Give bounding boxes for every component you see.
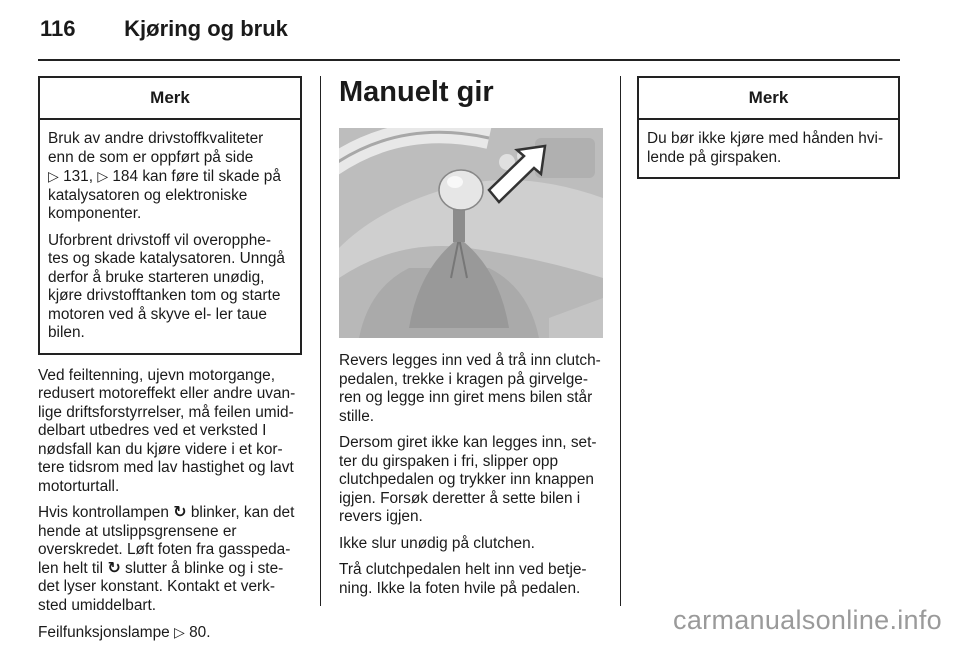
- note-text: Bruk av andre drivstoffkvaliteter enn de som er oppført på side: [48, 130, 264, 166]
- body-paragraph: [38, 623, 302, 643]
- page-header: [40, 16, 288, 48]
- engine-lamp-icon: ↻: [107, 559, 121, 577]
- header-rule: [38, 59, 900, 61]
- note-box-right: [637, 76, 900, 179]
- page-reference-link[interactable]: 80.: [189, 624, 211, 641]
- text-run: blinker, kan det hende at utslippsgrensene er overskredet. Løft foten fra gasspeda- len helt til: [38, 504, 295, 577]
- body-paragraph: Trå clutchpedalen helt inn ved betje- ning. Ikke la foten hvile på pedalen.: [339, 561, 587, 597]
- body-paragraph: [38, 504, 302, 615]
- text-run: Feilfunksjonslampe: [38, 624, 170, 641]
- reference-arrow-icon: ▷: [97, 168, 109, 184]
- page-reference-link[interactable]: 184 kan føre til skade på katalysatoren og elektroniske komponenter.: [48, 168, 281, 222]
- gear-shift-illustration: [339, 128, 603, 338]
- body-paragraph: Dersom giret ikke kan legges inn, set- ter du girspaken i fri, slipper opp clutchpedalen og trykker inn knappen igjen. Forsøk deretter å sette bilen i revers igjen.: [339, 434, 597, 525]
- engine-lamp-icon: ↻: [173, 504, 187, 521]
- column-divider: [320, 76, 321, 606]
- body-paragraph: Ved feiltenning, ujevn motorgange, redusert motoreffekt eller andre uvan- lige driftsforstyrrelser, må feilen umid- delbart utbedres ved et verksted I nødsfall kan du kjøre videre i et kor- tere tidsrom med lav hastighet og lavt motorturtall.: [38, 366, 296, 495]
- page-number: 116: [40, 16, 76, 41]
- watermark-text: carmanualsonline.info: [673, 605, 942, 635]
- note-paragraph: Uforbrent drivstoff vil overopphe- tes og skade katalysatoren. Unngå derfor å bruke starteren unødig, kjøre drivstofftanken tom og starte motoren ved å skyve el- ler taue bilen.: [48, 231, 285, 341]
- left-column: [38, 76, 302, 651]
- text-run: Hvis kontrollampen: [38, 504, 169, 521]
- column-divider: [620, 76, 621, 606]
- text-run: slutter å blinke og i ste- det lyser konstant. Kontakt et verk- sted umiddelbart.: [38, 559, 284, 614]
- body-paragraph: Ikke slur unødig på clutchen.: [339, 534, 535, 552]
- body-paragraph: Revers legges inn ved å trå inn clutch- pedalen, trekke i kragen på girvelge- ren og legge inn giret mens bilen står stille.: [339, 352, 601, 425]
- note-paragraph: [48, 130, 292, 224]
- right-column: [637, 76, 900, 179]
- middle-column: [339, 76, 603, 606]
- reference-arrow-icon: ▷: [174, 624, 185, 640]
- note-box-left: [38, 76, 302, 355]
- reference-arrow-icon: ▷: [48, 168, 59, 184]
- page-reference-link[interactable]: 131,: [63, 168, 94, 185]
- page-title: Kjøring og bruk: [124, 16, 288, 41]
- note-body: [40, 120, 300, 353]
- note-heading: Merk: [639, 78, 898, 120]
- note-paragraph: Du bør ikke kjøre med hånden hvi- lende på girspaken.: [647, 130, 884, 166]
- note-heading: Merk: [40, 78, 300, 120]
- gear-shift-image: [339, 128, 603, 338]
- note-body: [639, 120, 898, 177]
- section-title: Manuelt gir: [339, 76, 494, 108]
